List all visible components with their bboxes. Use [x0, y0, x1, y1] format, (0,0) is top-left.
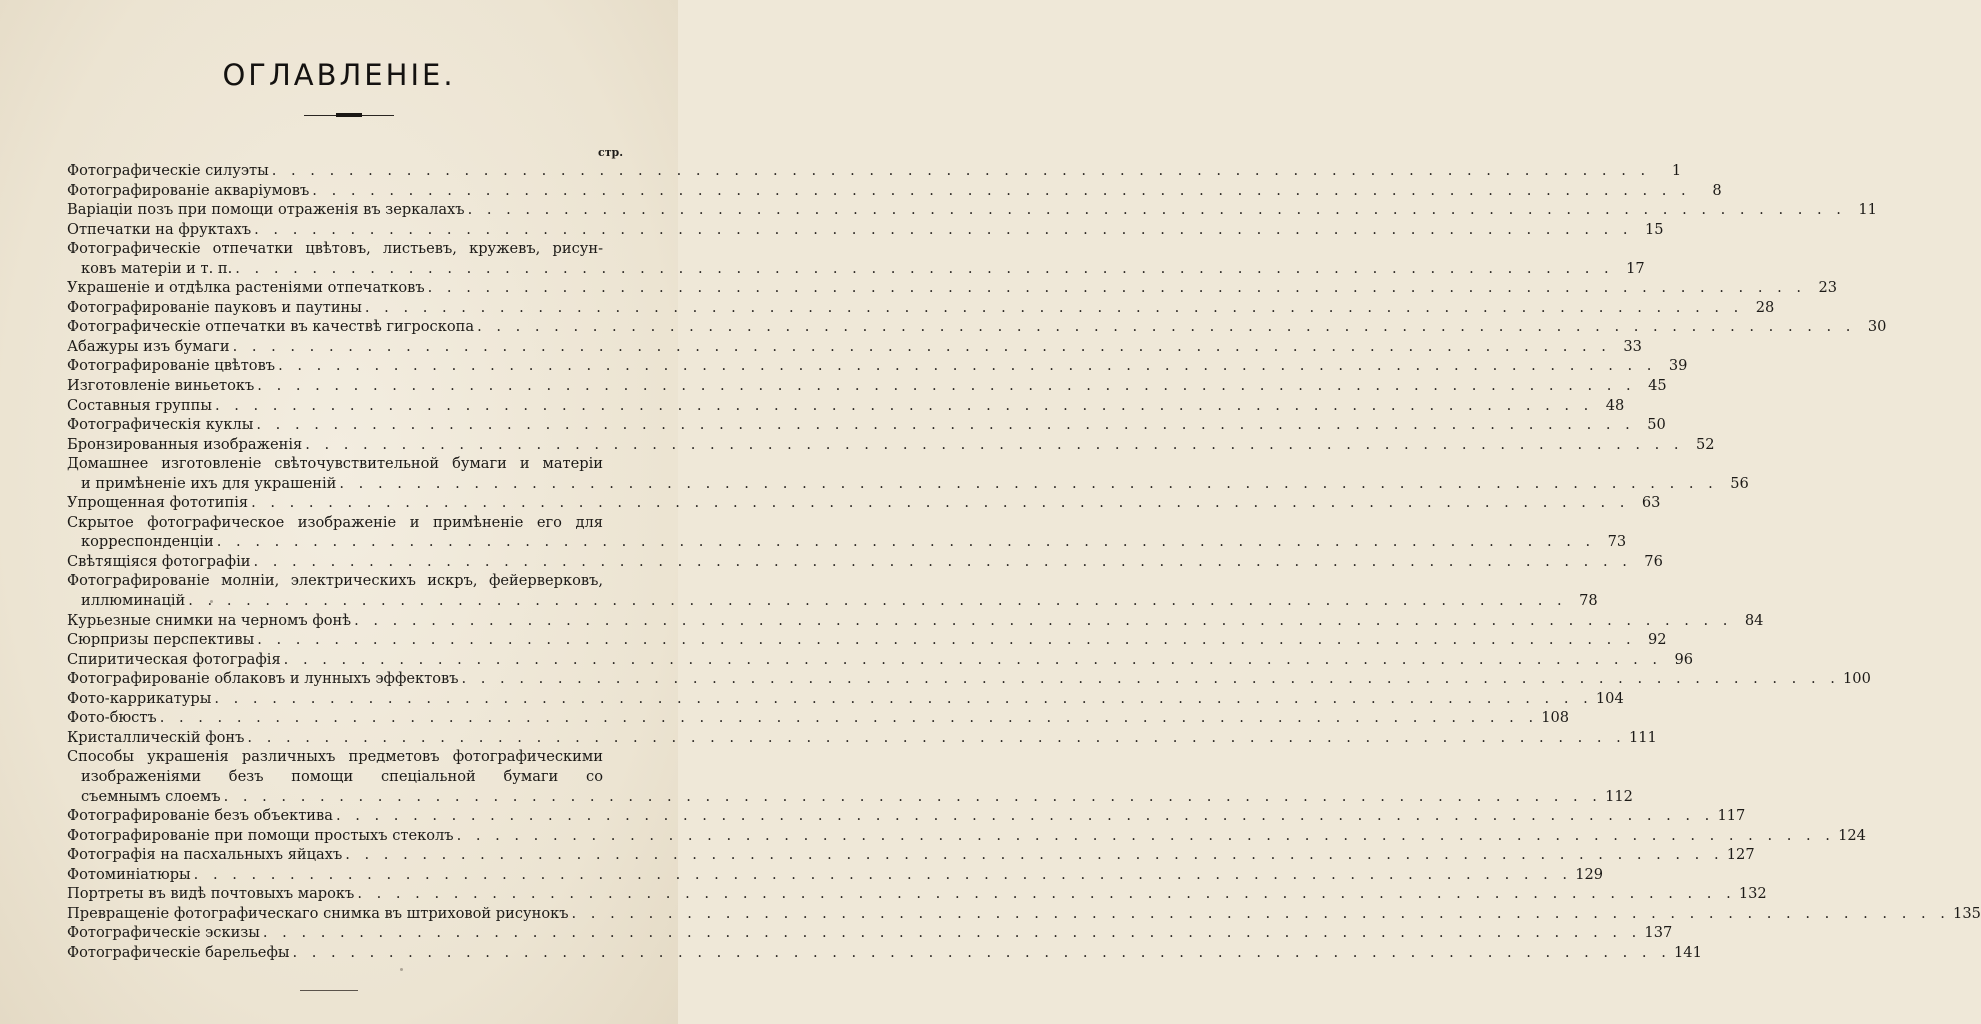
toc-entry[interactable]: [67, 943, 1702, 963]
toc-entry-title: Фото-каррикатуры: [67, 689, 212, 707]
toc-entry[interactable]: [67, 552, 1663, 572]
toc-entry-title: Портреты въ видѣ почтовыхъ марокъ: [67, 885, 355, 903]
dot-leader: [188, 591, 1566, 611]
toc-page-number: 73: [1607, 533, 1627, 551]
toc-page-number: 23: [1818, 279, 1838, 297]
dot-leader: [428, 278, 1806, 298]
ornament-bar: [336, 113, 362, 117]
toc-entry-title: Фотографированіе акваріумовъ: [67, 181, 310, 199]
toc-page-number: 30: [1867, 318, 1887, 336]
toc-entry-title: Фотографированіе облаковъ и лунныхъ эффектовъ: [67, 670, 459, 688]
toc-entry-title: Фотографированіе цвѣтовъ: [67, 357, 276, 375]
dot-leader: [217, 532, 1595, 552]
toc-page-number: 63: [1641, 494, 1661, 512]
dot-leader: [215, 396, 1593, 416]
toc-entry[interactable]: [67, 826, 1866, 846]
toc-page-number: 124: [1838, 826, 1866, 844]
toc-entry[interactable]: [67, 611, 1764, 631]
toc-entry[interactable]: [67, 806, 1746, 826]
dot-leader: [254, 220, 1632, 240]
toc-page-number: 33: [1623, 337, 1642, 355]
toc-entry[interactable]: [67, 356, 1688, 376]
dot-leader: [254, 552, 1632, 572]
toc-entry[interactable]: [67, 845, 1755, 865]
toc-entry[interactable]: [67, 787, 1633, 807]
dot-leader: [468, 200, 1846, 220]
toc-entry[interactable]: [67, 669, 1871, 689]
bottom-rule: [300, 990, 358, 992]
toc-entry[interactable]: [67, 591, 1598, 611]
toc-page-number: 39: [1668, 357, 1688, 375]
table-of-contents: [67, 161, 1981, 962]
toc-entry[interactable]: [67, 708, 1570, 728]
toc-entry[interactable]: [67, 317, 1887, 337]
toc-entry-title: Упрощенная фототипія: [67, 494, 249, 512]
dot-leader: [160, 708, 1538, 728]
toc-entry[interactable]: [67, 415, 1666, 435]
dot-leader: [339, 474, 1717, 494]
toc-entry[interactable]: [67, 376, 1667, 396]
toc-entry-title: съемнымъ слоемъ: [81, 787, 221, 805]
toc-entry[interactable]: [67, 650, 1694, 670]
dot-leader: [336, 806, 1714, 826]
toc-page-number: 96: [1674, 650, 1694, 668]
dot-leader: [263, 923, 1641, 943]
toc-entry-title: Фотографія на пасхальныхъ яйцахъ: [67, 846, 343, 864]
toc-page-number: 56: [1730, 474, 1749, 492]
toc-page-number: 111: [1628, 728, 1657, 746]
toc-entry[interactable]: [67, 259, 1645, 279]
dot-leader: [312, 181, 1690, 201]
toc-entry-title: корреспонденціи: [81, 533, 214, 551]
toc-entry[interactable]: [67, 200, 1877, 220]
toc-page-number: 11: [1858, 201, 1877, 219]
toc-page-number: 78: [1579, 592, 1598, 610]
toc-entry[interactable]: [67, 728, 1657, 748]
paper-speck: [210, 600, 213, 603]
toc-entry-title: Фотоминіатюры: [67, 865, 191, 883]
toc-entry-title: Курьезные снимки на черномъ фонѣ: [67, 611, 352, 629]
toc-entry-title: Фото-бюстъ: [67, 709, 157, 727]
toc-entry-title: Фотографированіе пауковъ и паутины: [67, 298, 362, 316]
toc-entry-title: иллюминацій: [81, 592, 186, 610]
toc-page-number: 84: [1744, 611, 1764, 629]
toc-entry[interactable]: [67, 865, 1604, 885]
dot-leader: [345, 845, 1723, 865]
toc-page-number: 15: [1644, 220, 1664, 238]
toc-entry-title: Свѣтящіяся фотографіи: [67, 552, 251, 570]
dot-leader: [247, 728, 1625, 748]
toc-page-number: 117: [1717, 807, 1746, 825]
toc-entry[interactable]: [67, 396, 1625, 416]
dot-leader: [256, 415, 1634, 435]
toc-entry-title: ковъ матеріи и т. п.: [81, 259, 233, 277]
toc-entry[interactable]: [67, 532, 1627, 552]
toc-page-number: 45: [1648, 377, 1667, 395]
toc-entry[interactable]: [67, 181, 1722, 201]
dot-leader: [257, 376, 1635, 396]
toc-page-number: 50: [1647, 416, 1666, 434]
toc-entry-line: Способы украшенія различныхъ предметовъ фотографическими: [67, 748, 603, 766]
toc-entry[interactable]: [67, 923, 1673, 943]
dot-leader: [572, 904, 1950, 924]
toc-entry-title: Кристаллическій фонъ: [67, 728, 245, 746]
toc-page-number: 8: [1712, 181, 1722, 199]
toc-page-number: 52: [1696, 435, 1715, 453]
toc-entry-title: Фотографическія куклы: [67, 416, 254, 434]
dot-leader: [214, 689, 1592, 709]
toc-page-number: 127: [1726, 846, 1755, 864]
toc-entry-title: Отпечатки на фруктахъ: [67, 220, 252, 238]
dot-leader: [462, 669, 1840, 689]
toc-entry-title: Абажуры изъ бумаги: [67, 337, 230, 355]
dot-leader: [354, 611, 1732, 631]
toc-entry-title: Изготовленіе виньетокъ: [67, 377, 255, 395]
toc-entry-title: Превращеніе фотографическаго снимка въ штриховой рисунокъ: [67, 904, 569, 922]
toc-entry-line: Скрытое фотографическое изображеніе и примѣненіе его для: [67, 513, 603, 531]
dot-leader: [235, 259, 1613, 279]
toc-entry[interactable]: [67, 435, 1715, 455]
page-title: ОГЛАВЛЕНІЕ.: [222, 58, 456, 92]
toc-entry[interactable]: [67, 337, 1642, 357]
dot-leader: [365, 298, 1743, 318]
toc-page-number: 104: [1595, 689, 1624, 707]
dot-leader: [477, 317, 1855, 337]
toc-entry-line: Фотографированіе молніи, электрическихъ искръ, фейерверковъ,: [67, 572, 603, 590]
dot-leader: [278, 356, 1656, 376]
toc-page-number: 112: [1605, 787, 1633, 805]
dot-leader: [457, 826, 1835, 846]
toc-entry[interactable]: [67, 630, 1667, 650]
toc-entry-title: Сюрпризы перспективы: [67, 631, 255, 649]
toc-entry-line: Домашнее изготовленіе свѣточувствительной бумаги и матеріи: [67, 455, 603, 473]
toc-page-number: 28: [1755, 298, 1775, 316]
toc-entry[interactable]: [67, 904, 1981, 924]
toc-entry-title: Бронзированныя изображенія: [67, 435, 303, 453]
toc-entry[interactable]: [67, 161, 1682, 181]
toc-page-number: 17: [1626, 259, 1645, 277]
toc-page-number: 1: [1671, 162, 1682, 179]
title-ornament: [304, 113, 394, 118]
toc-page-number: 100: [1843, 670, 1871, 688]
toc-entry-title: Фотографированіе при помощи простыхъ стеколъ: [67, 826, 454, 844]
toc-entry-title: Фотографическіе отпечатки въ качествѣ гигроскопа: [67, 318, 475, 336]
dot-leader: [224, 787, 1602, 807]
toc-page-number: 92: [1648, 631, 1667, 649]
toc-page-number: 137: [1644, 924, 1673, 942]
dot-leader: [251, 493, 1629, 513]
dot-leader: [292, 943, 1670, 963]
page-column-label: стр.: [598, 146, 624, 159]
toc-page-number: 132: [1738, 885, 1767, 903]
dot-leader: [272, 161, 1650, 181]
toc-page-number: 108: [1541, 709, 1570, 727]
toc-entry-title: Украшеніе и отдѣлка растеніями отпечатковъ: [67, 279, 425, 297]
paper-speck: [400, 968, 403, 971]
toc-entry-line: Фотографическіе отпечатки цвѣтовъ, листьевъ, кружевъ, рисун-: [67, 240, 603, 258]
toc-entry[interactable]: [67, 689, 1624, 709]
toc-entry[interactable]: [67, 493, 1661, 513]
toc-entry[interactable]: [67, 298, 1775, 318]
toc-entry-title: Фотографическіе силуэты: [67, 162, 269, 179]
dot-leader: [357, 884, 1735, 904]
toc-entry[interactable]: [67, 474, 1749, 494]
toc-entry-title: Фотографированіе безъ объектива: [67, 807, 333, 825]
toc-entry-title: и примѣненіе ихъ для украшеній: [81, 474, 337, 492]
toc-entry-line: изображеніями безъ помощи спеціальной бумаги со: [81, 767, 603, 785]
toc-entry-title: Составныя группы: [67, 396, 212, 414]
toc-entry-title: Фотографическіе барельефы: [67, 943, 290, 961]
toc-entry[interactable]: [67, 220, 1664, 240]
toc-page-number: 48: [1605, 396, 1625, 414]
toc-entry[interactable]: [67, 884, 1767, 904]
toc-entry-title: Спиритическая фотографія: [67, 650, 281, 668]
dot-leader: [284, 650, 1662, 670]
toc-page-number: 141: [1674, 943, 1702, 961]
toc-entry[interactable]: [67, 278, 1838, 298]
toc-page-number: 76: [1644, 552, 1663, 570]
dot-leader: [194, 865, 1572, 885]
dot-leader: [233, 337, 1611, 357]
toc-page-number: 135: [1953, 904, 1981, 922]
dot-leader: [305, 435, 1683, 455]
toc-entry-title: Варіаціи позъ при помощи отраженія въ зеркалахъ: [67, 201, 465, 219]
toc-page-number: 129: [1575, 865, 1604, 883]
toc-entry-title: Фотографическіе эскизы: [67, 924, 260, 942]
dot-leader: [257, 630, 1635, 650]
